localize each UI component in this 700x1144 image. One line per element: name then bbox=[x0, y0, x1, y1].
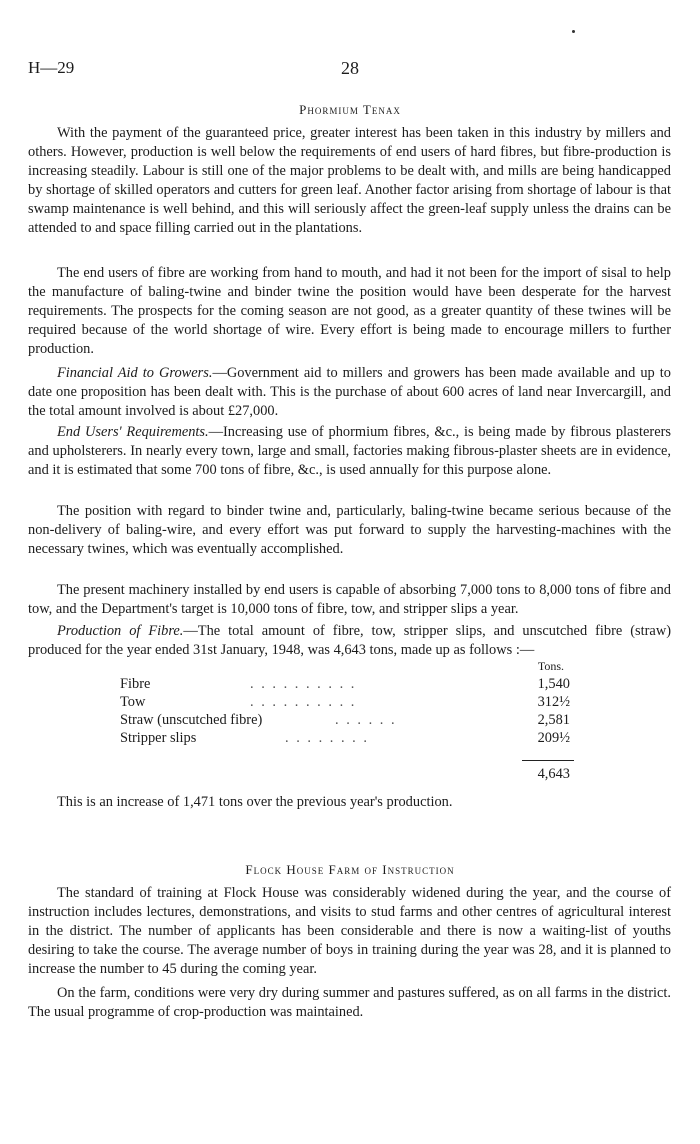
table-total: 4,643 bbox=[537, 766, 570, 782]
paragraph bbox=[28, 423, 671, 480]
table-row bbox=[0, 729, 700, 748]
row-value: 2,581 bbox=[537, 712, 570, 728]
row-label: Stripper slips bbox=[120, 730, 197, 746]
paragraph-lead: Financial Aid to Growers. bbox=[57, 365, 213, 381]
row-label: Tow bbox=[120, 694, 146, 710]
paragraph: This is an increase of 1,471 tons over the previous year's production. bbox=[57, 794, 453, 810]
table-row bbox=[0, 675, 700, 694]
row-value: 1,540 bbox=[537, 676, 570, 692]
row-value: 312½ bbox=[537, 694, 570, 710]
row-label: Fibre bbox=[120, 676, 151, 692]
document-reference: H—29 bbox=[28, 58, 75, 77]
leader-dots: . . . . . . . . bbox=[285, 730, 369, 746]
table-row bbox=[0, 693, 700, 712]
row-label: Straw (unscutched fibre) bbox=[120, 712, 263, 728]
paragraph: The standard of training at Flock House was considerably widened during the year, and the course of instruction includes lectures, demonstrations, and visits to stud farms and other centres of agricultural interest in the district. The number of applicants has been considerable and there is now a waiting-list of youths desiring to take the course. The average number of boys in training during the year was 28, and it is planned to increase the number to 45 during the coming year. bbox=[28, 885, 671, 978]
total-rule bbox=[522, 760, 574, 761]
paragraph: With the payment of the guaranteed price, greater interest has been taken in this industry by millers and others. However, production is well below the requirements of end users of hard fibres, but fibre-production is increasing steadily. Labour is still one of the major problems to be dealt with, and mills are being handicapped by shortage of skilled operators and cutters for green leaf. Another factor arising from shortage of labour is that swamp maintenance is well behind, and this will seriously affect the green-leaf supply unless the drains can be attended to and space filling carried out in the plantations. bbox=[28, 125, 671, 237]
paragraph-body: —Government aid to millers and growers has been made available and up to date one proposition has been dealt with. This is the purchase of about 600 acres of land near Invercargill, and the total amount involved is about £27,000. bbox=[28, 365, 671, 420]
page-number: 28 bbox=[341, 58, 359, 78]
page-mark bbox=[572, 30, 575, 33]
paragraph-lead: End Users' Requirements. bbox=[57, 424, 209, 440]
paragraph bbox=[28, 622, 671, 660]
row-value: 209½ bbox=[537, 730, 570, 746]
paragraph-body: —The total amount of fibre, tow, stripper slips, and unscutched fibre (straw) produced for the year ended 31st January, 1948, was 4,643 tons, made up as follows :— bbox=[28, 623, 672, 659]
leader-dots: . . . . . . bbox=[335, 712, 397, 728]
paragraph: The present machinery installed by end users is capable of absorbing 7,000 tons to 8,000 tons of fibre and tow, and the Department's target is 10,000 tons of fibre, tow, and stripper slips a year. bbox=[28, 582, 671, 618]
table-unit-header: Tons. bbox=[537, 659, 564, 673]
section-heading-phormium: Phormium Tenax bbox=[299, 102, 401, 117]
leader-dots: . . . . . . . . . . bbox=[250, 676, 357, 692]
paragraph: The position with regard to binder twine and, particularly, baling-twine became serious because of the non-delivery of baling-wire, and every effort was put forward to supply the harvesting-machines with the necessary twines, which was eventually accomplished. bbox=[28, 503, 671, 558]
leader-dots: . . . . . . . . . . bbox=[250, 694, 357, 710]
table-row bbox=[0, 711, 700, 730]
paragraph: The end users of fibre are working from hand to mouth, and had it not been for the import of sisal to help the manufacture of baling-twine and binder twine the position would have been desperate for the harvest requirements. The prospects for the coming season are not good, as a greater quantity of these twines will be required because of the world shortage of wire. Every effort is being made to encourage millers to further production. bbox=[28, 265, 671, 358]
paragraph-lead: Production of Fibre. bbox=[57, 623, 184, 639]
paragraph-body: —Increasing use of phormium fibres, &c., is being made by fibrous plasterers and upholsterers. In nearly every town, large and small, factories making fibrous-plaster sheets are in evidence, and it is estimated that some 700 tons of fibre, &c., is used annually for this purpose alone. bbox=[28, 424, 671, 479]
section-heading-flock-house: Flock House Farm of Instruction bbox=[245, 862, 455, 877]
paragraph bbox=[28, 364, 671, 421]
paragraph: On the farm, conditions were very dry during summer and pastures suffered, as on all farms in the district. The usual programme of crop-production was maintained. bbox=[28, 985, 671, 1021]
